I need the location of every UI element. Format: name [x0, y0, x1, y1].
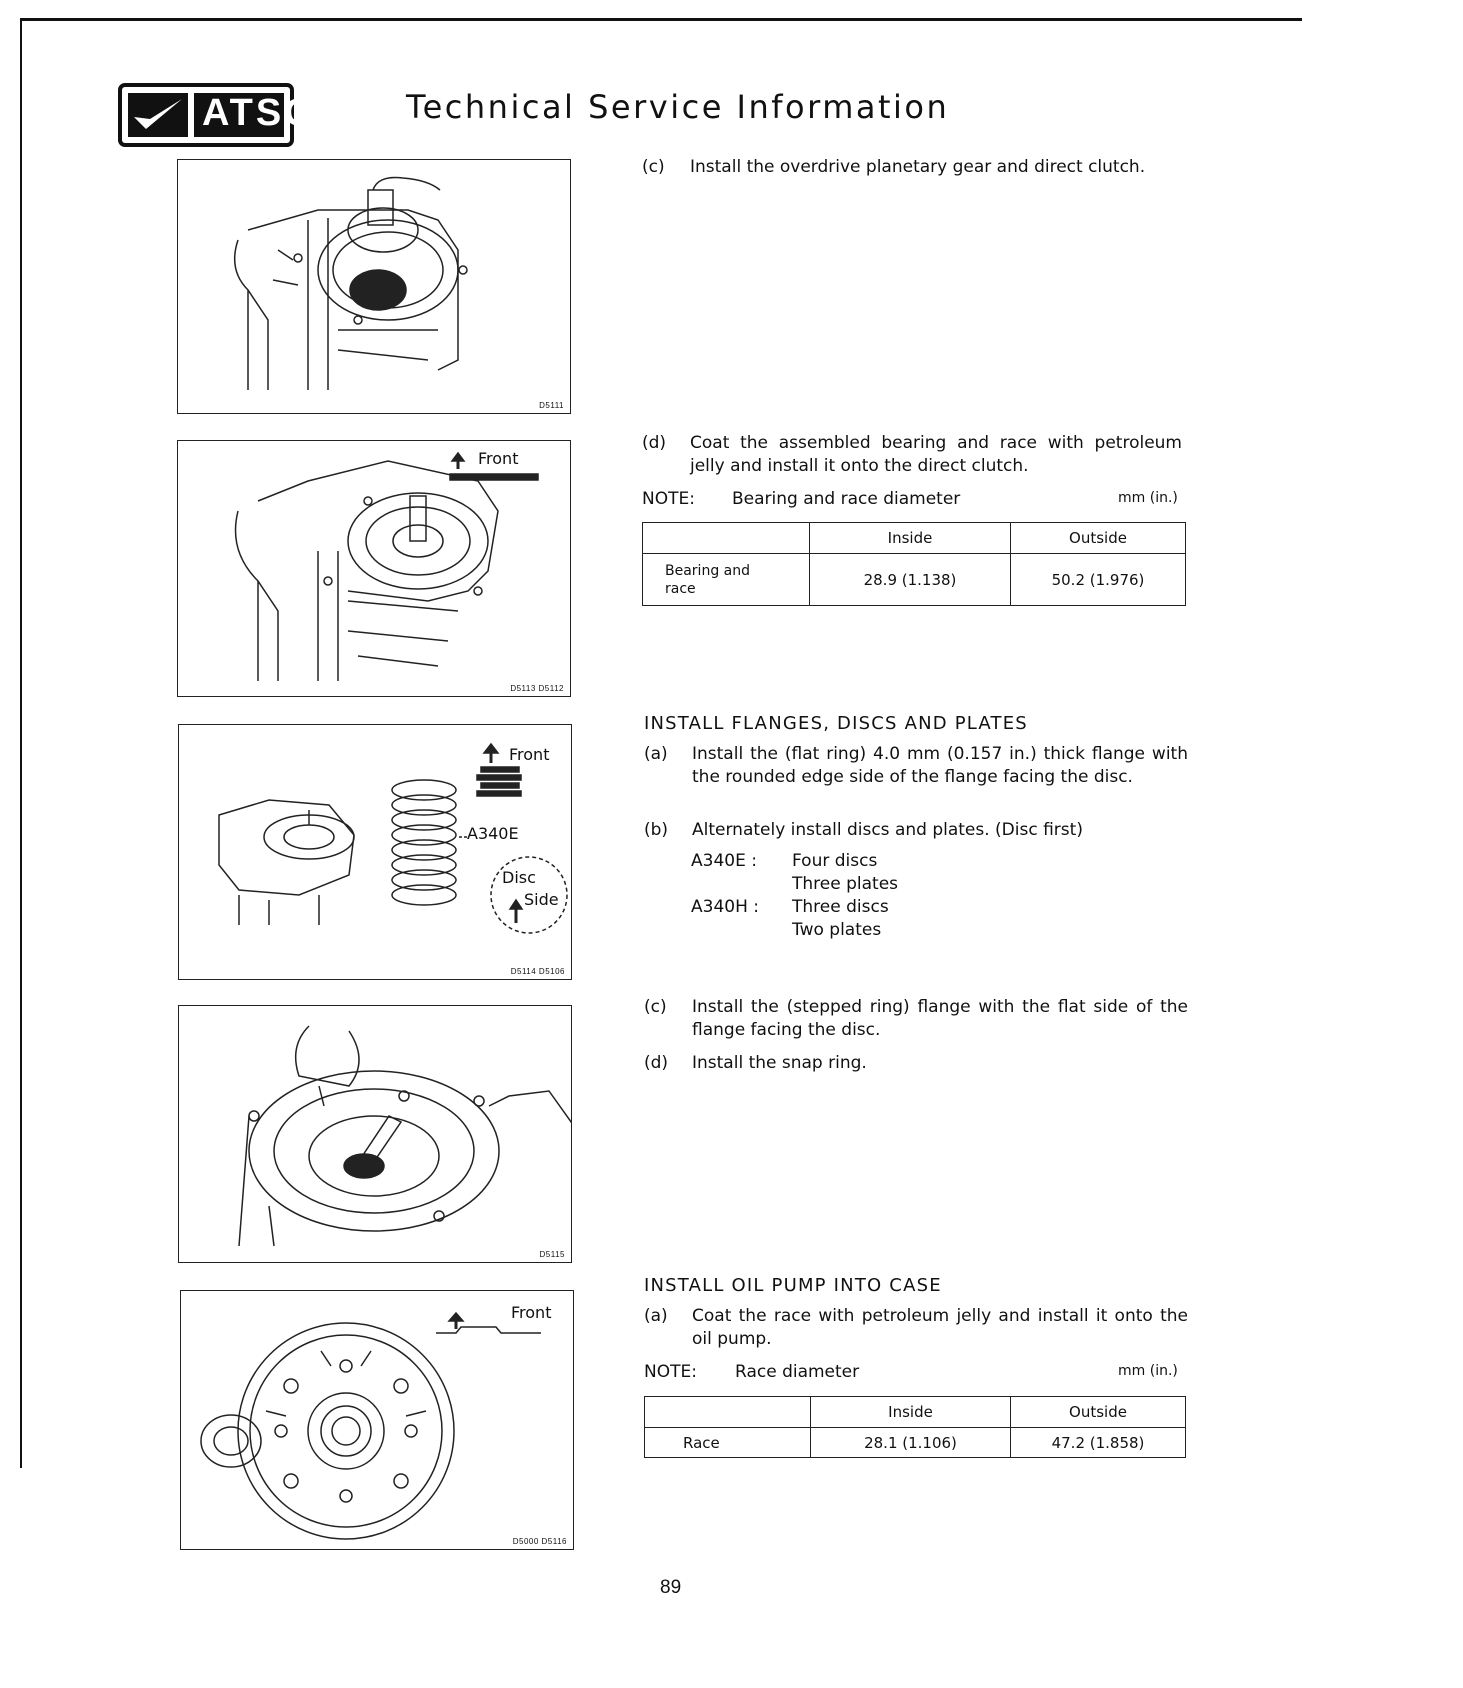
inside-value: 28.1 (1.106) — [811, 1428, 1011, 1458]
model-name: A340H : — [691, 897, 759, 917]
note-label: NOTE: — [642, 489, 695, 509]
model-line: Three plates — [792, 874, 899, 894]
note-text: Race diameter — [735, 1362, 860, 1382]
step-text: Coat the assembled bearing and race with petroleum jelly and install it onto the direct clutch. — [690, 433, 1182, 476]
step-2a — [644, 743, 1188, 789]
table-header-cell: Outside — [1011, 1397, 1186, 1428]
planetary-gear-illustration — [178, 160, 570, 413]
figure-code: D5115 — [539, 1250, 565, 1259]
unit-label: mm (in.) — [1118, 490, 1178, 506]
top-border-rule — [20, 18, 1302, 21]
figure-code: D5111 — [539, 401, 564, 410]
front-label — [478, 449, 518, 468]
step-marker: (a) — [644, 1306, 668, 1326]
step-2b — [644, 819, 1188, 842]
side-label: Side — [524, 890, 559, 909]
outside-value: 50.2 (1.976) — [1011, 554, 1186, 606]
note-text: Bearing and race diameter — [732, 489, 961, 509]
section-heading: INSTALL OIL PUMP INTO CASE — [644, 1275, 942, 1296]
step-marker: (d) — [644, 1053, 669, 1073]
model-line: Four discs — [792, 851, 878, 871]
figure-planetary-gear — [177, 159, 571, 414]
step-2d — [644, 1052, 1188, 1075]
front-label — [509, 745, 549, 764]
step-text: Install the overdrive planetary gear and direct clutch. — [690, 157, 1146, 177]
figure-snap-ring — [178, 1005, 572, 1263]
table-header-cell: Inside — [811, 1397, 1011, 1428]
unit-label: mm (in.) — [1118, 1363, 1178, 1379]
front-label-text: Front — [511, 1303, 552, 1322]
disc-label: Disc — [502, 868, 536, 887]
bearing-race-illustration — [178, 441, 570, 696]
step-1d — [642, 432, 1182, 478]
step-text: Install the (flat ring) 4.0 mm (0.157 in.) thick flange with the rounded edge side of the flange facing the disc. — [692, 744, 1188, 787]
step-marker: (b) — [644, 820, 669, 840]
figure-bearing-race — [177, 440, 571, 697]
atsg-logo — [118, 83, 317, 147]
inside-value: 28.9 (1.138) — [810, 554, 1011, 606]
outside-value: 47.2 (1.858) — [1011, 1428, 1186, 1458]
model-line: Two plates — [792, 920, 882, 940]
table-header-row — [645, 1397, 1186, 1428]
logo-text: ATSG — [202, 92, 317, 134]
table-header-cell — [645, 1397, 811, 1428]
bearing-race-table — [642, 522, 1186, 606]
model-line: Three discs — [792, 897, 889, 917]
model-name: A340E : — [691, 851, 757, 871]
row-label: Race — [645, 1428, 811, 1458]
step-marker: (c) — [642, 157, 665, 177]
step-marker: (a) — [644, 744, 668, 764]
figure-code: D5114 D5106 — [510, 967, 565, 976]
snap-ring-illustration — [179, 1006, 571, 1262]
front-label-text: Front — [509, 745, 550, 764]
step-text: Alternately install discs and plates. (Disc first) — [692, 820, 1083, 840]
race-table — [644, 1396, 1186, 1458]
page-number: 89 — [660, 1577, 682, 1598]
figure-code: D5113 D5112 — [510, 684, 564, 693]
row-label: Bearing and race — [643, 554, 810, 606]
step-text: Install the (stepped ring) flange with the flat side of the flange facing the disc. — [692, 997, 1188, 1040]
step-marker: (d) — [642, 433, 667, 453]
page-title: Technical Service Information — [406, 88, 950, 126]
table-header-row — [643, 523, 1186, 554]
figure-code: D5000 D5116 — [512, 1537, 567, 1546]
front-label-text: Front — [478, 449, 519, 468]
table-header-cell: Inside — [810, 523, 1011, 554]
step-text: Install the snap ring. — [692, 1053, 867, 1073]
table-header-cell: Outside — [1011, 523, 1186, 554]
figure-oil-pump — [180, 1290, 574, 1550]
table-row — [643, 554, 1186, 606]
section-heading: INSTALL FLANGES, DISCS AND PLATES — [644, 713, 1028, 734]
figure-flanges-discs — [178, 724, 572, 980]
table-row — [645, 1428, 1186, 1458]
step-1c — [642, 156, 1182, 179]
model-label: A340E — [467, 824, 519, 843]
step-marker: (c) — [644, 997, 667, 1017]
step-text: Coat the race with petroleum jelly and install it onto the oil pump. — [692, 1306, 1188, 1349]
front-label — [511, 1303, 551, 1322]
table-header-cell — [643, 523, 810, 554]
step-3a — [644, 1305, 1188, 1351]
step-2c — [644, 996, 1188, 1042]
left-border-rule — [20, 18, 22, 1468]
oil-pump-illustration — [181, 1291, 573, 1549]
note-label: NOTE: — [644, 1362, 697, 1382]
